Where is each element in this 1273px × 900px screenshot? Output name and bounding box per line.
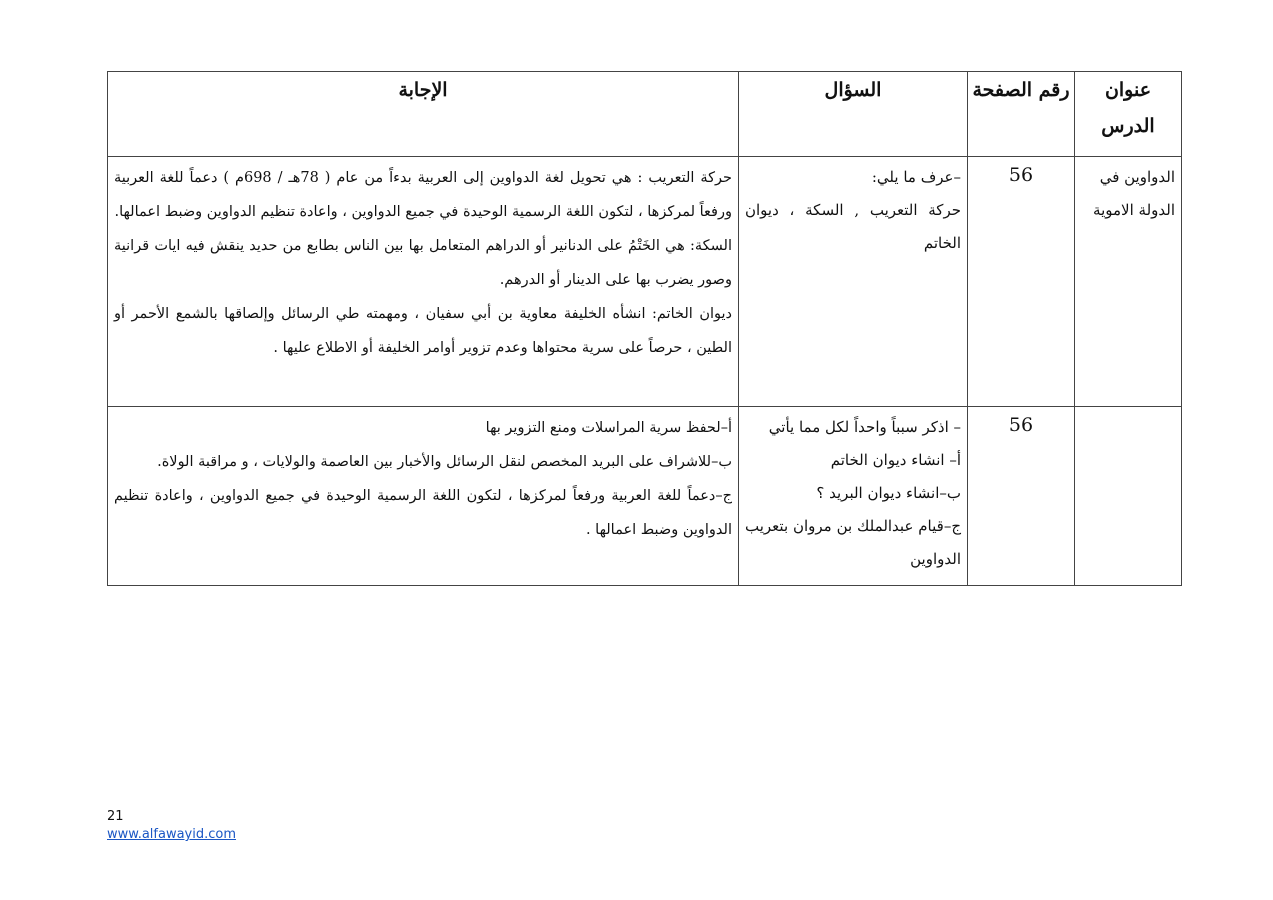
header-answer: الإجابة: [108, 72, 739, 157]
lesson-table: [107, 71, 1182, 586]
page-number-cell: 56: [968, 157, 1075, 407]
answer-paragraph: ديوان الخاتم: انشأه الخليفة معاوية بن أبي سفيان ، ومهمته طي الرسائل وإلصاقها بالشمع الأحمر أو الطين ، حرصاً على سرية محتواها وعدم تزوير أوامر الخليفة أو الاطلاع عليها .: [114, 306, 732, 356]
answer-paragraph: ب–للاشراف على البريد المخصص لنقل الرسائل والأخبار بين العاصمة والولايات ، و مراقبة الولاة.: [157, 454, 732, 470]
answer-paragraph: أ–لحفظ سرية المراسلات ومنع التزوير بها: [485, 420, 732, 436]
lesson-cell: الدواوين في الدولة الاموية: [1075, 157, 1182, 407]
answer-cell: [108, 407, 739, 586]
question-line: – اذكر سبباً واحداً لكل مما يأتي: [768, 418, 961, 436]
answer-cell: [108, 157, 739, 407]
table-row: [108, 407, 1182, 586]
table-header-row: [108, 72, 1182, 157]
header-lesson-title: عنوان الدرس: [1075, 72, 1182, 157]
website-link[interactable]: www.alfawayid.com: [107, 827, 237, 842]
page-number-cell: 56: [968, 407, 1075, 586]
page-footer: [107, 808, 236, 844]
question-line: –عرف ما يلي:: [871, 168, 961, 186]
question-line: حركة التعريب , السكة ، ديوان الخاتم: [745, 201, 961, 252]
answer-paragraph: السكة: هي الخَتْمُ على الدنانير أو الدراهم المتعامل بها بين الناس بطابع من حديد ينقش فيه ايات قرانية وصور يضرب بها على الدينار أو الدرهم.: [114, 238, 732, 288]
lesson-cell: [1075, 407, 1182, 586]
header-page-number: رقم الصفحة: [968, 72, 1075, 157]
question-cell: [739, 407, 968, 586]
page-number: 21: [107, 809, 124, 824]
question-line: ج–قيام عبدالملك بن مروان بتعريب الدواوين: [745, 517, 961, 568]
table-row: [108, 157, 1182, 407]
question-line: أ– انشاء ديوان الخاتم: [830, 451, 961, 469]
header-question: السؤال: [739, 72, 968, 157]
question-line: ب–انشاء ديوان البريد ؟: [816, 484, 961, 502]
question-cell: [739, 157, 968, 407]
answer-paragraph: ج–دعماً للغة العربية ورفعاً لمركزها ، لتكون اللغة الرسمية الوحيدة في جميع الدواوين ، واعادة تنظيم الدواوين وضبط اعمالها .: [114, 488, 732, 538]
answer-paragraph: حركة التعريب : هي تحويل لغة الدواوين إلى العربية بدءاً من عام ( 78هـ / 698م ) دعماً للغة العربية ورفعاً لمركزها ، لتكون اللغة الرسمية الوحيدة في جميع الدواوين ، واعادة تنظيم الدواوين وضبط اعمالها.: [114, 170, 733, 220]
